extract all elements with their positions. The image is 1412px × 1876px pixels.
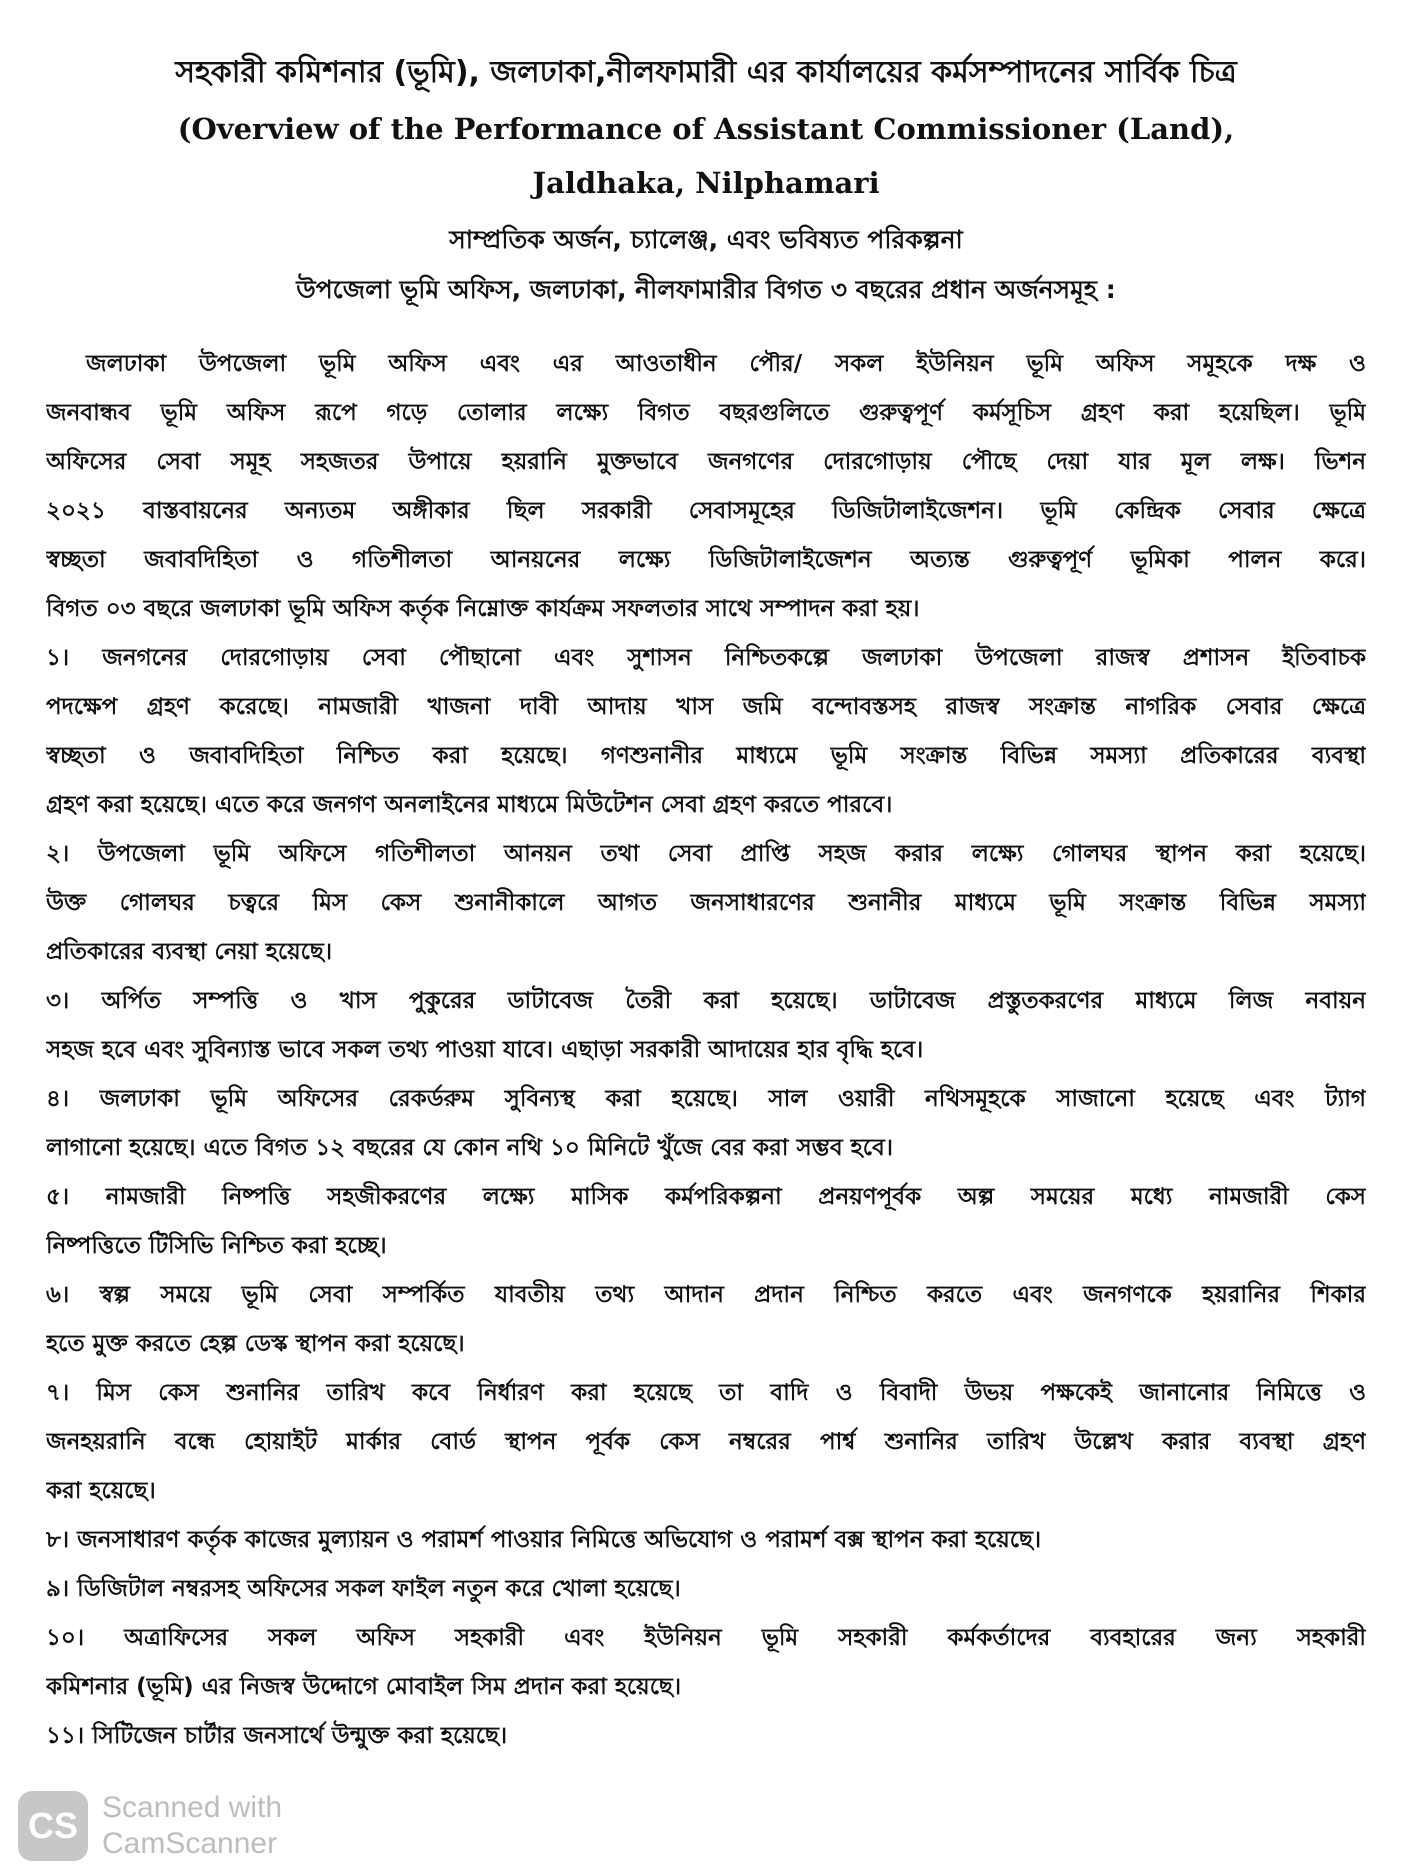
intro-paragraph [46,340,1366,634]
text-line: স্বচ্ছতা ও জবাবদিহিতা নিশ্চিত করা হয়েছে। গণশুনানীর মাধ্যমে ভূমি সংক্রান্ত বিভিন্ন সমস্যা প্রতিকারের ব্যবস্থা [46,743,1366,769]
watermark-line-2: CamScanner [102,1827,278,1860]
english-title-location: Jaldhaka, Nilphamari [532,166,880,200]
text-line: ৩। অর্পিত সম্পত্তি ও খাস পুকুরের ডাটাবেজ তৈরী করা হয়েছে। ডাটাবেজ প্রস্তুতকরণের মাধ্যমে লিজ নবায়ন [46,988,1366,1014]
text-line: জলঢাকা উপজেলা ভূমি অফিস এবং এর আওতাধীন পৌর/ সকল ইউনিয়ন ভূমি অফিস সমূহকে দক্ষ ও [86,351,1366,377]
camscanner-watermark [18,1790,282,1862]
text-line: গ্রহণ করা হয়েছে। এতে করে জনগণ অনলাইনের মাধ্যমে মিউটেশন সেবা গ্রহণ করতে পারবে। [46,792,893,818]
text-line: ৬। স্বল্প সময়ে ভূমি সেবা সম্পর্কিত যাবতীয় তথ্য আদান প্রদান নিশ্চিত করতে এবং জনগণকে হয়রানির শিকার [46,1282,1366,1308]
text-line: ২। উপজেলা ভূমি অফিসে গতিশীলতা আনয়ন তথা সেবা প্রাপ্তি সহজ করার লক্ষ্যে গোলঘর স্থাপন করা হয়েছে। [46,841,1366,867]
text-line: প্রতিকারের ব্যবস্থা নেয়া হয়েছে। [46,939,333,965]
camscanner-logo-icon: CS [18,1791,88,1861]
achievement-item [46,1516,1366,1565]
text-line: বিগত ০৩ বছরে জলঢাকা ভূমি অফিস কর্তৃক নিম্নোক্ত কার্যক্রম সফলতার সাথে সম্পাদন করা হয়। [46,596,920,622]
text-line: অফিসের সেবা সমূহ সহজতর উপায়ে হয়রানি মুক্তভাবে জনগণের দোরগোড়ায় পৌছে দেয়া যার মূল লক্ষ। ভিশন [46,449,1366,475]
achievement-item [46,977,1366,1075]
text-line: পদক্ষেপ গ্রহণ করেছে। নামজারী খাজনা দাবী আদায় খাস জমি বন্দোবস্তসহ রাজস্ব সংক্রান্ত নাগরিক সেবার ক্ষেত্রে [46,694,1366,720]
text-line: ৭। মিস কেস শুনানির তারিখ কবে নির্ধারণ করা হয়েছে তা বাদি ও বিবাদী উভয় পক্ষকেই জানানোর নিমিত্তে ও [46,1380,1366,1406]
text-line: ২০২১ বাস্তবায়নের অন্যতম অঙ্গীকার ছিল সরকারী সেবাসমূহের ডিজিটালাইজেশন। ভূমি কেন্দ্রিক সেবার ক্ষেত্রে [46,498,1366,524]
english-title: (Overview of the Performance of Assistant Commissioner (Land), [177,112,1235,146]
achievement-item [46,1271,1366,1369]
text-line: ১। জনগনের দোরগোড়ায় সেবা পৌছানো এবং সুশাসন নিশ্চিতকল্পে জলঢাকা উপজেলা রাজস্ব প্রশাসন ইতিবাচক [46,645,1366,671]
text-line: উক্ত গোলঘর চত্বরে মিস কেস শুনানীকালে আগত জনসাধারণের শুনানীর মাধ্যমে ভূমি সংক্রান্ত বিভিন্ন সমস্যা [46,890,1366,916]
text-line: ৪। জলঢাকা ভূমি অফিসের রেকর্ডরুম সুবিন্যস্থ করা হয়েছে। সাল ওয়ারী নথিসমূহকে সাজানো হয়েছে এবং ট্যাগ [46,1086,1366,1112]
text-line: ১০। অত্রাফিসের সকল অফিস সহকারী এবং ইউনিয়ন ভূমি সহকারী কর্মকর্তাদের ব্যবহারের জন্য সহকারী [46,1625,1366,1651]
text-line: লাগানো হয়েছে। এতে বিগত ১২ বছরের যে কোন নথি ১০ মিনিটে খুঁজে বের করা সম্ভব হবে। [46,1135,894,1161]
text-line: হতে মুক্ত করতে হেল্প ডেস্ক স্থাপন করা হয়েছে। [46,1331,465,1357]
document-body [46,340,1366,1761]
achievement-item [46,1614,1366,1712]
subtitle: সাম্প্রতিক অর্জন, চ্যালেঞ্জ, এবং ভবিষ্যত পরিকল্পনা [449,225,963,254]
achievement-item [46,1565,1366,1614]
text-line: নিষ্পত্তিতে টিসিভি নিশ্চিত করা হচ্ছে। [46,1233,387,1259]
watermark-line-1: Scanned with [102,1791,283,1824]
text-line: ৮। জনসাধারণ কর্তৃক কাজের মুল্যায়ন ও পরামর্শ পাওয়ার নিমিত্তে অভিযোগ ও পরামর্শ বক্স স্থাপন করা হয়েছে। [46,1527,1042,1553]
text-line: স্বচ্ছতা জবাবদিহিতা ও গতিশীলতা আনয়নের লক্ষ্যে ডিজিটালাইজেশন অত্যন্ত গুরুত্বপূর্ণ ভূমিকা পালন করে। [46,547,1366,573]
text-line: ৫। নামজারী নিষ্পত্তি সহজীকরণের লক্ষ্যে মাসিক কর্মপরিকল্পনা প্রনয়ণপূর্বক অল্প সময়ের মধ্যে নামজারী কেস [46,1184,1366,1210]
section-heading: উপজেলা ভূমি অফিস, জলঢাকা, নীলফামারীর বিগত ৩ বছরের প্রধান অর্জনসমূহ : [296,275,1116,304]
text-line: ১১। সিটিজেন চার্টার জনসার্থে উন্মুক্ত করা হয়েছে। [46,1723,508,1749]
achievement-item [46,1712,1366,1761]
achievement-item [46,1075,1366,1173]
text-line: করা হয়েছে। [46,1478,156,1504]
text-line: জনহয়রানি বন্ধে হোয়াইট মার্কার বোর্ড স্থাপন পূর্বক কেস নম্বরের পার্শ্ব শুনানির তারিখ উল্লেখ করার ব্যবস্থা গ্রহণ [46,1429,1366,1455]
text-line: সহজ হবে এবং সুবিন্যাস্ত ভাবে সকল তথ্য পাওয়া যাবে। এছাড়া সরকারী আদায়ের হার বৃদ্ধি হবে। [46,1037,924,1063]
text-line: জনবান্ধব ভূমি অফিস রূপে গড়ে তোলার লক্ষ্যে বিগত বছরগুলিতে গুরুত্বপূর্ণ কর্মসূচিস গ্রহণ করা হয়েছিল। ভূমি [46,400,1366,426]
achievement-item [46,634,1366,830]
achievement-item [46,1369,1366,1516]
text-line: কমিশনার (ভূমি) এর নিজস্ব উদ্দোগে মোবাইল সিম প্রদান করা হয়েছে। [46,1674,682,1700]
document-title: সহকারী কমিশনার (ভূমি), জলঢাকা,নীলফামারী এর কার্যালয়ের কর্মসম্পাদনের সার্বিক চিত্র [175,55,1237,90]
achievement-item [46,830,1366,977]
text-line: ৯। ডিজিটাল নম্বরসহ অফিসের সকল ফাইল নতুন করে খোলা হয়েছে। [46,1576,681,1602]
achievement-item [46,1173,1366,1271]
